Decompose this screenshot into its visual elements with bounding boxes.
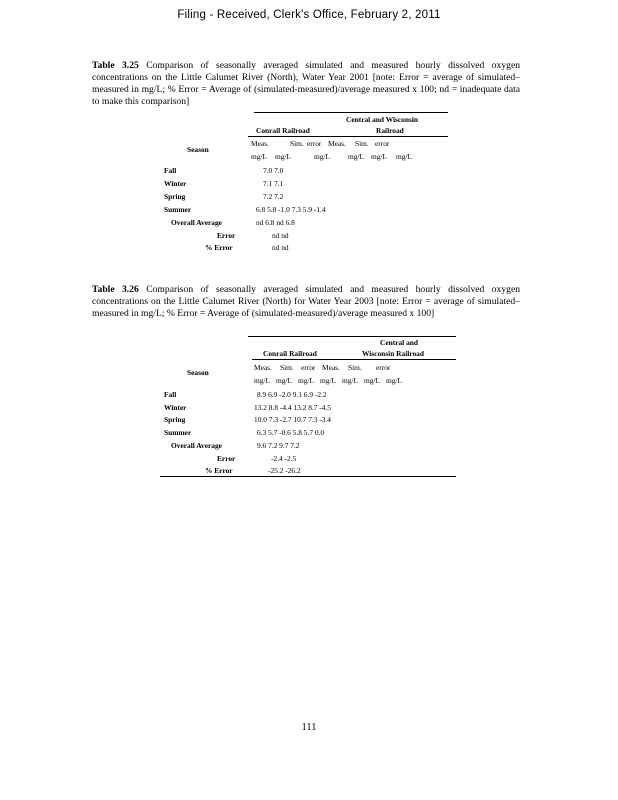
row-values: -25.2 -26.2 bbox=[268, 466, 301, 475]
col-header: Sim. bbox=[290, 139, 304, 148]
group-header-conrail: Conrail Railroad bbox=[256, 126, 310, 135]
unit-header: mg/L bbox=[251, 152, 268, 161]
row-values: 7.0 7.0 bbox=[263, 166, 284, 175]
row-label: % Error bbox=[205, 243, 233, 252]
group-header-wisconsin-railroad: Wisconsin Railroad bbox=[362, 349, 424, 358]
col-header: Sim. bbox=[355, 139, 369, 148]
col-header: Sim. bbox=[280, 363, 294, 372]
bottom-rule bbox=[160, 476, 456, 477]
col-header: error bbox=[375, 139, 390, 148]
top-rule bbox=[248, 336, 456, 337]
group-rule bbox=[248, 136, 448, 137]
col-header: Meas. bbox=[322, 363, 340, 372]
row-label: Error bbox=[217, 454, 236, 463]
group-header-railroad: Railroad bbox=[376, 126, 404, 135]
caption-text: Comparison of seasonally averaged simulated and measured hourly dissolved oxygen concentrations on the Little Calumet River (North) for Water Year 2003 [note: Error = average of simulated–measured in mg/L; % Error = Average of (simulated-measured)/average measured x 100] bbox=[92, 284, 520, 319]
group-header-central-wisconsin: Central and Wisconsin bbox=[346, 115, 419, 124]
col-header: error bbox=[301, 363, 316, 372]
row-label: Summer bbox=[164, 428, 192, 437]
col-header: Meas. bbox=[328, 139, 346, 148]
unit-header: mg/L bbox=[320, 376, 337, 385]
row-label: Overall Average bbox=[171, 218, 222, 227]
row-label: Summer bbox=[164, 205, 192, 214]
row-label: Error bbox=[217, 231, 236, 240]
row-label: Spring bbox=[164, 192, 186, 201]
caption-text: Comparison of seasonally averaged simulated and measured hourly dissolved oxygen concentrations on the Little Calumet River (North), Water Year 2001 [note: Error = average of simulated–measured in mg/L; % Error = Average of (simulated-measured)/average measured x 100; nd = inadequate data to make this comparison] bbox=[92, 60, 520, 107]
row-values: 6.3 5.7 -0.6 5.8 5.7 0.0 bbox=[257, 428, 325, 437]
row-values: 6.8 5.8 -1.0 7.3 5.9 -1.4 bbox=[256, 205, 326, 214]
unit-header: mg/L bbox=[314, 152, 331, 161]
row-label: Overall Average bbox=[171, 441, 222, 450]
row-label: % Error bbox=[205, 466, 233, 475]
row-values: 10.0 7.3 -2.7 10.7 7.3 -3.4 bbox=[254, 415, 331, 424]
unit-header: mg/L bbox=[396, 152, 413, 161]
group-rule bbox=[252, 359, 456, 360]
unit-header: mg/L bbox=[275, 152, 292, 161]
row-label: Spring bbox=[164, 415, 186, 424]
row-values: 8.9 6.9 -2.0 9.1 6.9 -2.2 bbox=[257, 390, 327, 399]
unit-header: mg/L bbox=[364, 376, 381, 385]
top-rule bbox=[254, 112, 448, 113]
table-3-25-caption bbox=[92, 60, 520, 108]
unit-header: mg/L bbox=[371, 152, 388, 161]
row-label: Fall bbox=[164, 166, 177, 175]
row-label: Winter bbox=[164, 179, 187, 188]
unit-header: mg/L bbox=[254, 376, 271, 385]
season-header: Season bbox=[187, 145, 209, 154]
row-values: -2.4 -2.5 bbox=[271, 454, 297, 463]
unit-header: mg/L bbox=[298, 376, 315, 385]
table-label: Table 3.26 bbox=[92, 284, 139, 295]
unit-header: mg/L bbox=[342, 376, 359, 385]
group-header-central: Central and bbox=[380, 338, 418, 347]
col-header: error bbox=[307, 139, 322, 148]
row-values: nd 6.8 nd 6.8 bbox=[256, 218, 295, 227]
unit-header: mg/L bbox=[386, 376, 403, 385]
table-label: Table 3.25 bbox=[92, 60, 139, 71]
unit-header: mg/L bbox=[348, 152, 365, 161]
row-label: Fall bbox=[164, 390, 177, 399]
row-values: 13.2 8.8 -4.4 13.2 8.7 -4.5 bbox=[254, 403, 331, 412]
col-header: Meas. bbox=[251, 139, 269, 148]
page-number: 111 bbox=[301, 722, 317, 733]
filing-header: Filing - Received, Clerk's Office, February 2, 2011 bbox=[177, 9, 441, 21]
season-header: Season bbox=[187, 368, 209, 377]
table-3-26-caption bbox=[92, 284, 520, 320]
group-header-conrail: Conrail Railroad bbox=[263, 349, 317, 358]
row-values: 7.1 7.1 bbox=[263, 179, 284, 188]
col-header: Meas. bbox=[254, 363, 272, 372]
row-values: nd nd bbox=[272, 231, 289, 240]
row-values: nd nd bbox=[272, 243, 289, 252]
unit-header: mg/L bbox=[276, 376, 293, 385]
col-header: error bbox=[376, 363, 391, 372]
row-values: 7.2 7.2 bbox=[263, 192, 284, 201]
row-label: Winter bbox=[164, 403, 187, 412]
row-values: 9.6 7.2 9.7 7.2 bbox=[257, 441, 300, 450]
col-header: Sim. bbox=[348, 363, 362, 372]
